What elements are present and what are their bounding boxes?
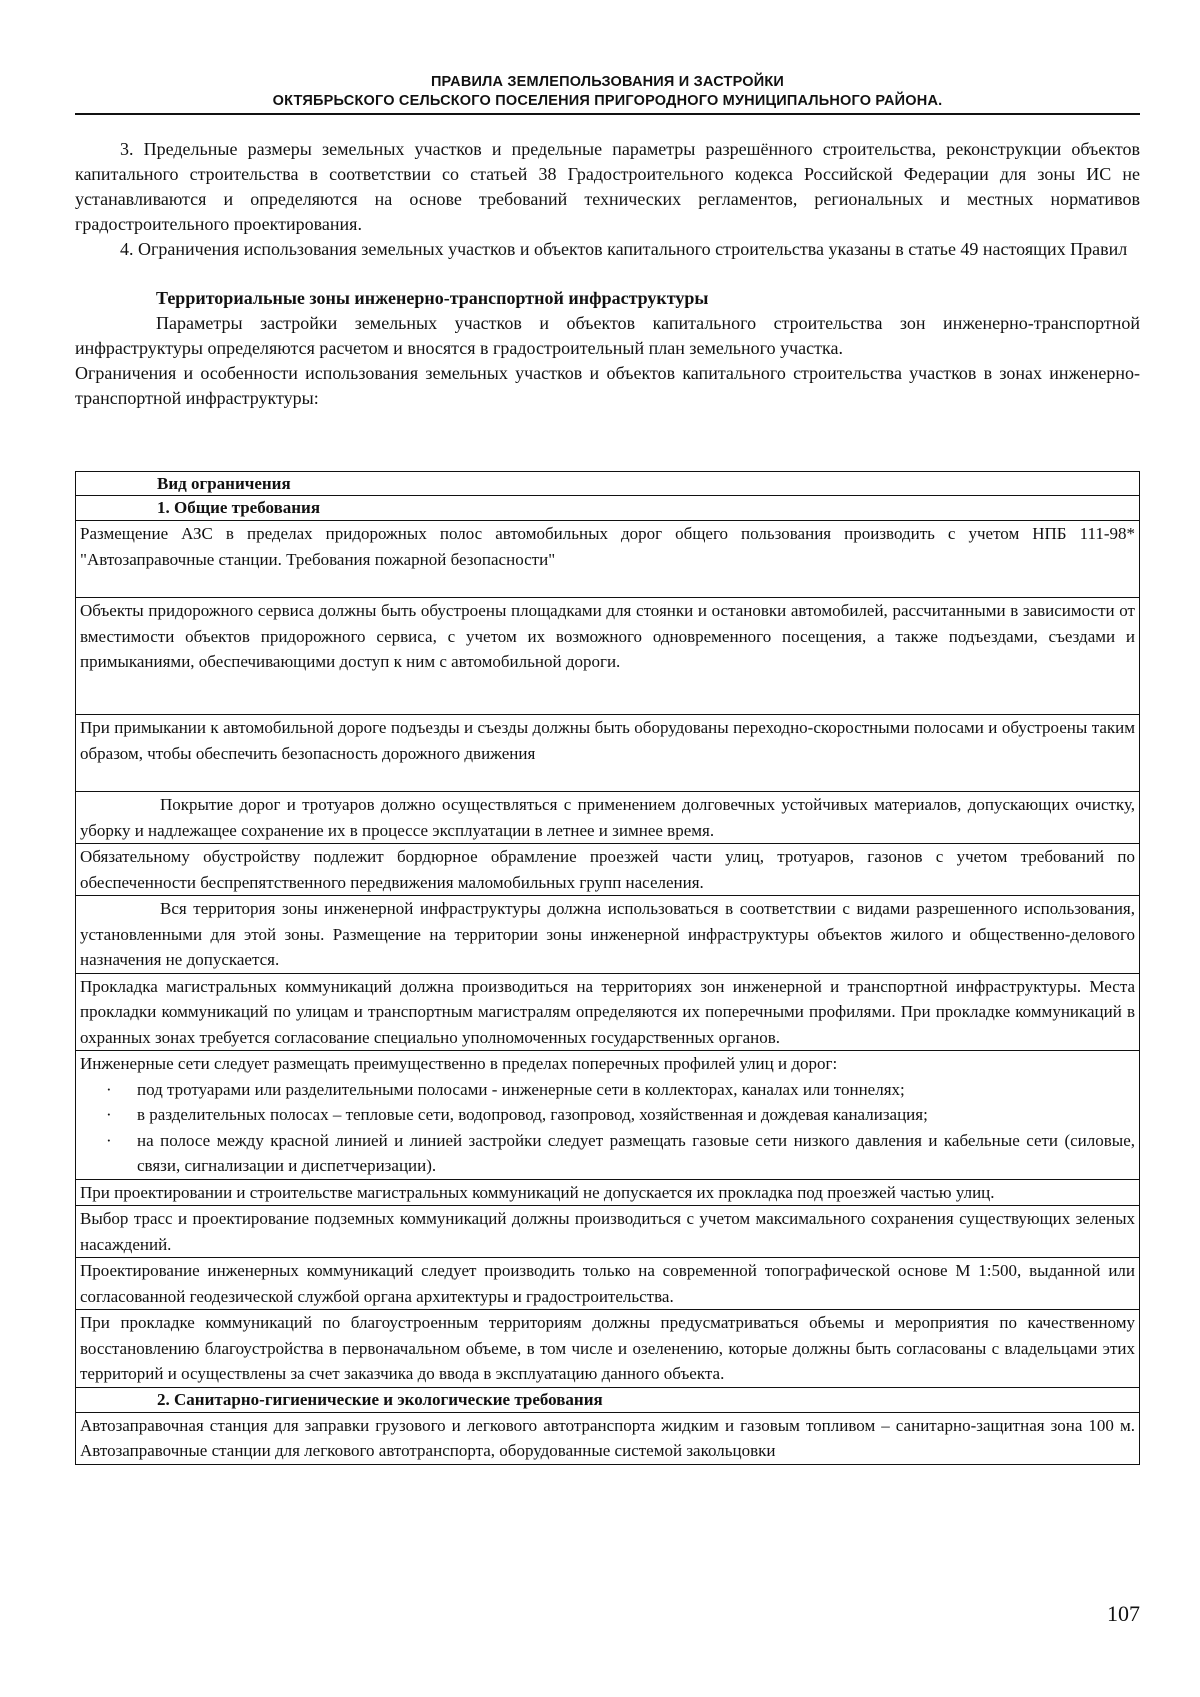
table-row: При проектировании и строительстве магистральных коммуникаций не допускается их прокладка под проезжей частью улиц. [76,1179,1140,1206]
bullet-icon: · [106,1105,112,1124]
body-text [75,137,1140,411]
table-row: Размещение АЗС в пределах придорожных полос автомобильных дорог общего пользования производить с учетом НПБ 111-98* "Автозаправочные станции. Требования пожарной безопасности" [76,521,1140,598]
table-row: Проектирование инженерных коммуникаций следует производить только на современной топографической основе М 1:500, выданной или согласованной геодезической службой органа архитектуры и градостроительства. [76,1258,1140,1310]
bullet-icon: · [106,1079,112,1099]
header-line-1: ПРАВИЛА ЗЕМЛЕПОЛЬЗОВАНИЯ И ЗАСТРОЙКИ [430,74,785,90]
paragraph-3: 3. Предельные размеры земельных участков и предельные параметры разрешённого строительства, реконструкции объектов капитального строительства в соответствии со статьей 38 Градостроительного кодекса Российской Федерации для зоны ИС не устанавливаются и определяются на основе требований технических регламентов, региональных и местных нормативов градостроительного проектирования. [75,139,1140,234]
table-row: Вся территория зоны инженерной инфраструктуры должна использоваться в соответствии с видами разрешенного использования, установленными для этой зоны. Размещение на территории зоны инженерной инфраструктуры объектов жилого и общественно-делового назначения не допускается. [76,896,1140,974]
paragraph-4: 4. Ограничения использования земельных участков и объектов капитального строительства указаны в статье 49 настоящих Правил [120,239,1128,259]
table-row: При прокладке коммуникаций по благоустроенным территориям должны предусматриваться объемы и мероприятия по качественному восстановлению благоустройства в первоначальном объеме, в том числе и озеленению, которые должны быть согласованы с владельцами этих территорий и осуществлены за счет заказчика до ввода в эксплуатацию данного объекта. [76,1310,1140,1388]
header-rule [75,113,1140,115]
table-section-1: 1. Общие требования [76,496,1140,521]
limits-intro-paragraph: Ограничения и особенности использования земельных участков и объектов капитального строительства участков в зонах инженерно-транспортной инфраструктуры: [75,363,1140,408]
section-title: Территориальные зоны инженерно-транспортной инфраструктуры [156,288,709,308]
limits-table [75,471,1140,1465]
params-paragraph: Параметры застройки земельных участков и объектов капитального строительства зон инженерно-транспортной инфраструктуры определяются расчетом и вносятся в градостроительный план земельного участка. [75,313,1140,358]
table-header: Вид ограничения [76,472,1140,496]
table-row: Прокладка магистральных коммуникаций должна производиться на территориях зон инженерной и транспортной инфраструктуры. Места прокладки коммуникаций по улицам и транспортным магистралям определяются их поперечными профилями. При прокладке коммуникаций в охранных зонах требуется согласование специально уполномоченных государственных органов. [76,973,1140,1051]
table-row: Выбор трасс и проектирование подземных коммуникаций должны производиться с учетом максимального сохранения существующих зеленых насаждений. [76,1206,1140,1258]
networks-list [80,1077,1135,1179]
list-item: · на полосе между красной линией и линией застройки следует размещать газовые сети низкого давления и кабельные сети (силовые, связи, сигнализации и диспетчеризации). [80,1128,1135,1179]
bullet-icon: · [106,1130,112,1150]
header-line-2: ОКТЯБРЬСКОГО СЕЛЬСКОГО ПОСЕЛЕНИЯ ПРИГОРОДНОГО МУНИЦИПАЛЬНОГО РАЙОНА. [272,93,943,109]
running-header [75,73,1140,111]
table-row-networks [76,1051,1140,1180]
table-row: При примыкании к автомобильной дороге подъезды и съезды должны быть оборудованы переходно-скоростными полосами и обустроены таким образом, чтобы обеспечить безопасность дорожного движения [76,715,1140,792]
page-number: 107 [1107,1601,1140,1626]
table-row: Обязательному обустройству подлежит бордюрное обрамление проезжей части улиц, тротуаров, газонов с учетом требований по обеспеченности беспрепятственного передвижения маломобильных групп населения. [76,844,1140,896]
table-section-2: 2. Санитарно-гигиенические и экологические требования [76,1387,1140,1412]
list-item: · в разделительных полосах – тепловые сети, водопровод, газопровод, хозяйственная и дождевая канализация; [80,1102,1135,1128]
list-item: · под тротуарами или разделительными полосами - инженерные сети в коллекторах, каналах или тоннелях; [80,1077,1135,1103]
networks-intro: Инженерные сети следует размещать преимущественно в пределах поперечных профилей улиц и дорог: [80,1054,838,1073]
table-row: Объекты придорожного сервиса должны быть обустроены площадками для стоянки и остановки автомобилей, рассчитанными в зависимости от вместимости объектов придорожного сервиса, с учетом их возможного одновременного посещения, а также подъездами, съездами и примыканиями, обеспечивающими доступ к ним с автомобильной дороги. [76,598,1140,715]
table-row: Автозаправочная станция для заправки грузового и легкового автотранспорта жидким и газовым топливом – санитарно-защитная зона 100 м. Автозаправочные станции для легкового автотранспорта, оборудованные системой закольцовки [76,1412,1140,1464]
table-row: Покрытие дорог и тротуаров должно осуществляться с применением долговечных устойчивых материалов, допускающих очистку, уборку и надлежащее сохранение их в процессе эксплуатации в летнее и зимнее время. [76,792,1140,844]
